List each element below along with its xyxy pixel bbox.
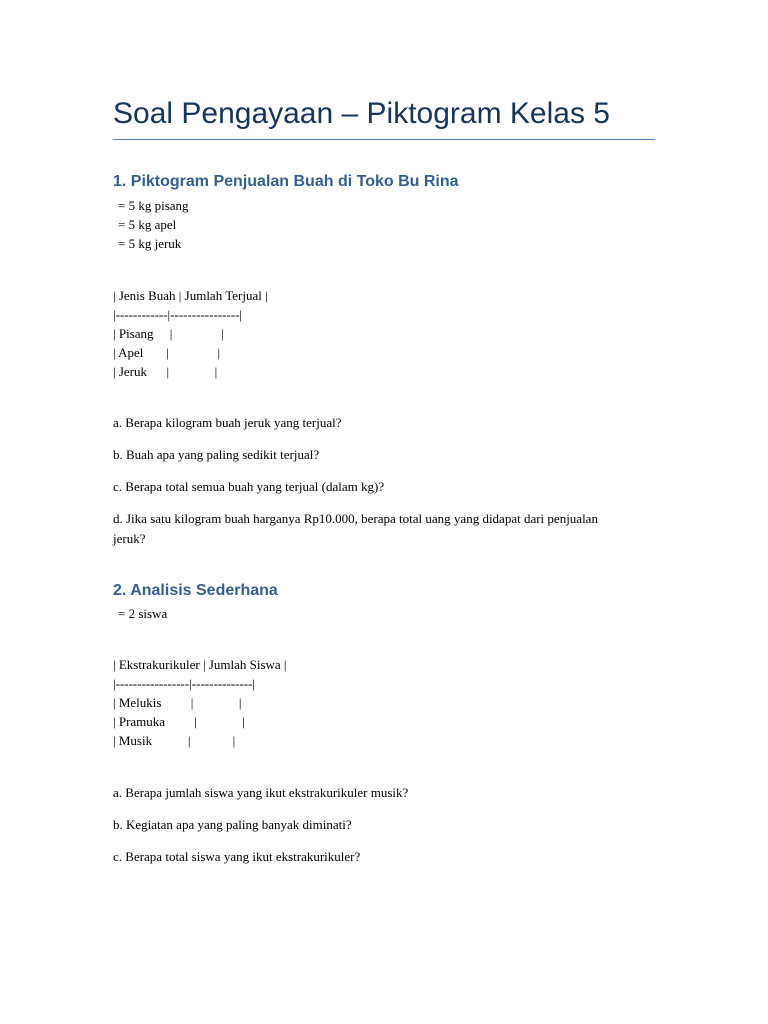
section-1-question-d: d. Jika satu kilogram buah harganya Rp10.000, berapa total uang yang didapat dari penjualan jeruk? xyxy=(113,511,598,546)
section-2-table-row-musik: | Musik | | xyxy=(113,733,236,748)
document-page xyxy=(113,0,655,1024)
section-2-legend-siswa: = 2 siswa xyxy=(118,606,168,621)
section-1-heading: 1. Piktogram Penjualan Buah di Toko Bu Rina xyxy=(113,173,459,190)
section-1-legend-jeruk: = 5 kg jeruk xyxy=(118,236,182,251)
section-1-legend-pisang: = 5 kg pisang xyxy=(118,198,189,213)
section-2-table-row-pramuka: | Pramuka | | xyxy=(113,714,246,729)
section-1-question-b: b. Buah apa yang paling sedikit terjual? xyxy=(113,447,320,462)
section-2-question-b: b. Kegiatan apa yang paling banyak diminati? xyxy=(113,817,352,832)
document-title: Soal Pengayaan – Piktogram Kelas 5 xyxy=(113,97,610,130)
section-1-legend-apel: = 5 kg apel xyxy=(118,217,177,232)
section-2-question-c: c. Berapa total siswa yang ikut ekstrakurikuler? xyxy=(113,849,361,864)
section-2-table-header: | Ekstrakurikuler | Jumlah Siswa | xyxy=(113,657,287,672)
section-2-table-separator: |-----------------|--------------| xyxy=(113,676,256,691)
section-1-table-row-apel: | Apel | | xyxy=(113,345,221,360)
section-1-table-row-jeruk: | Jeruk | | xyxy=(113,364,218,379)
section-1-table-row-pisang: | Pisang | | xyxy=(113,326,224,341)
section-1-table-separator: |------------|----------------| xyxy=(113,307,243,322)
title-underline xyxy=(113,139,655,140)
section-2-table-row-melukis: | Melukis | | xyxy=(113,695,242,710)
section-2-question-a: a. Berapa jumlah siswa yang ikut ekstrakurikuler musik? xyxy=(113,785,409,800)
section-1-question-a: a. Berapa kilogram buah jeruk yang terjual? xyxy=(113,415,342,430)
section-1-table-header: | Jenis Buah | Jumlah Terjual | xyxy=(113,288,268,303)
section-2-heading: 2. Analisis Sederhana xyxy=(113,582,278,599)
section-1-question-c: c. Berapa total semua buah yang terjual (dalam kg)? xyxy=(113,479,385,494)
